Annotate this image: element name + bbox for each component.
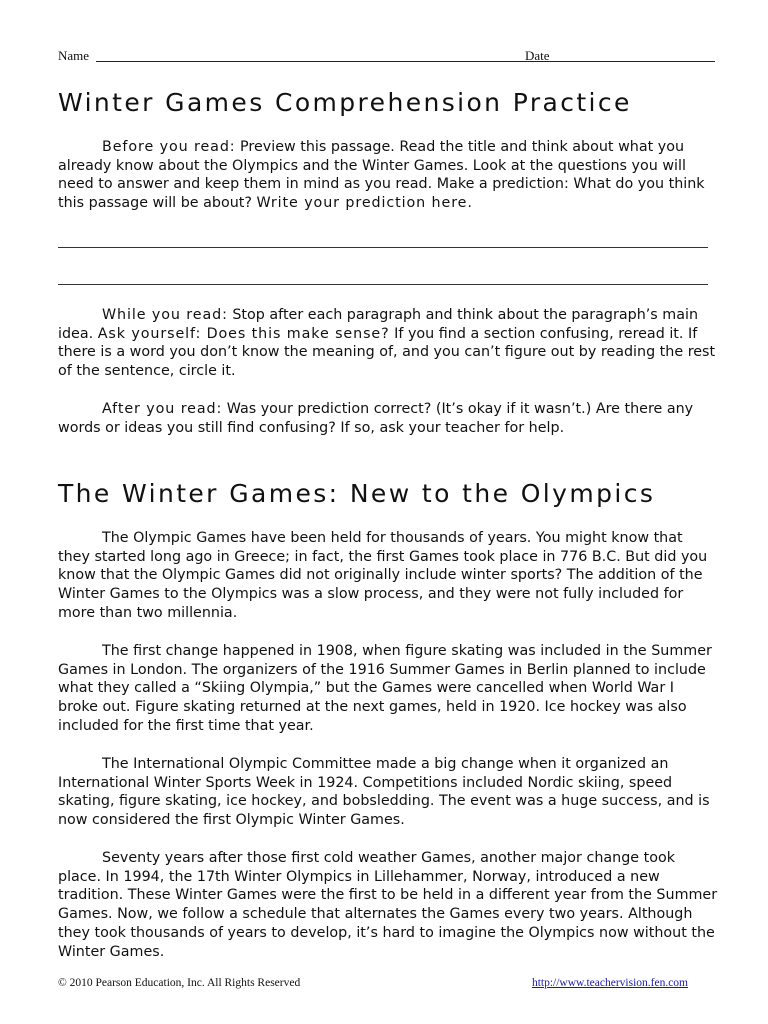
ask-yourself-text: Ask yourself: Does this make sense? (97, 325, 390, 342)
while-you-read-label: While you read: (102, 307, 228, 323)
article-paragraph (58, 849, 718, 961)
date-blank (555, 61, 715, 62)
name-label: Name (58, 48, 90, 63)
article-paragraph (58, 642, 718, 736)
before-you-read-label: Before you read: (102, 139, 236, 155)
article-paragraph-text: Seventy years after those first cold weather Games, another major change took place. In 1994, the 17th Winter Olympics in Lillehammer, Norway, introduced a new tradition. These Winter Games were the first to be held in a different year from the Summer Games. Now, we follow a schedule that alternates the Games every two years. Although they took thousands of years to develop, it’s hard to imagine the Olympics now without the Winter Games. (58, 850, 718, 960)
teachervision-link[interactable]: http://www.teachervision.fen.com (531, 977, 688, 989)
while-you-read-text-1: Stop after each paragraph and think about the paragraph’s main idea. (58, 307, 699, 342)
while-you-read-text-2: If you find a section confusing, reread it. If there is a word you don’t know the meaning of, and you can’t figure out by reading the rest of the sentence, circle it. (58, 325, 716, 380)
before-you-read-paragraph (58, 138, 718, 213)
before-you-read-text: Preview this passage. Read the title and think about what you already know about the Olympics and the Winter Games. Look at the questions you will need to answer and keep them in mind as you read. Make a prediction: What do you think this passage will be about? (58, 139, 705, 212)
date-label: Date (525, 48, 550, 63)
copyright-text: © 2010 Pearson Education, Inc. All Rights Reserved (58, 977, 301, 989)
name-date-line (58, 44, 718, 66)
article-title: The Winter Games: New to the Olympics (58, 479, 656, 508)
page-footer (58, 977, 698, 993)
prediction-instruction: Write your prediction here. (256, 195, 473, 212)
while-you-read-paragraph (58, 306, 718, 381)
article-paragraph-text: The Olympic Games have been held for thousands of years. You might know that they started long ago in Greece; in fact, the first Games took place in 776 B.C. But did you know that the Olympic Games did not originally include winter sports? The addition of the Winter Games to the Olympics was a slow process, and they were not fully included for more than two millennia. (58, 530, 708, 621)
article-paragraph (58, 755, 718, 830)
after-you-read-label: After you read: (102, 401, 223, 417)
prediction-line-2[interactable] (58, 284, 708, 285)
page-title: Winter Games Comprehension Practice (58, 88, 632, 117)
after-you-read-text: Was your prediction correct? (It’s okay if it wasn’t.) Are there any words or ideas you still find confusing? If so, ask your teacher for help. (58, 401, 694, 436)
article-paragraph (58, 529, 718, 623)
name-blank (96, 61, 576, 62)
after-you-read-paragraph (58, 400, 718, 437)
prediction-line-1[interactable] (58, 247, 708, 248)
article-paragraph-text: The International Olympic Committee made a big change when it organized an International Winter Sports Week in 1924. Competitions included Nordic skiing, speed skating, figure skating, ice hockey, and bobsledding. The event was a huge success, and is now considered the first Olympic Winter Games. (58, 756, 710, 829)
article-paragraph-text: The first change happened in 1908, when figure skating was included in the Summer Games in London. The organizers of the 1916 Summer Games in Berlin planned to include what they called a “Skiing Olympia,” but the Games were cancelled when World War I broke out. Figure skating returned at the next games, held in 1920. Ice hockey was also included for the first time that year. (58, 643, 712, 734)
